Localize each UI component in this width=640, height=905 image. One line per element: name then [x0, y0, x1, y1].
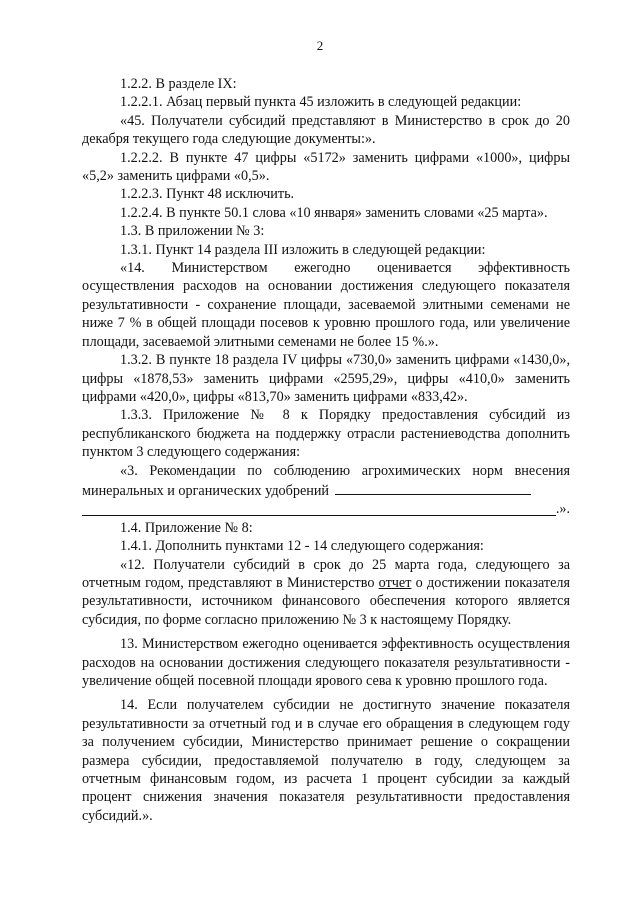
page-number: 2 — [316, 38, 324, 53]
paragraph-13: 13. Министерством ежегодно оценивается эффективность осуществления расходов на основании достижения следующего показателя результативности - увеличение общей посевной площади ярового сева к уровню прошлого года. — [82, 636, 570, 689]
quote-3-text: «3. Рекомендации по соблюдению агрохимических норм внесения минеральных и органических удобрений — [82, 462, 570, 499]
blank-fill-line-full — [82, 500, 570, 518]
quote-3-end: .». — [555, 501, 570, 518]
report-underlined-word: отчет — [378, 574, 412, 591]
blank-fill-line — [335, 480, 531, 495]
paragraph-1-3-1: 1.3.1. Пункт 14 раздела III изложить в следующей редакции: — [120, 241, 486, 258]
paragraph-1-3-2: 1.3.2. В пункте 18 раздела IV цифры «730,0» заменить цифрами «1430,0», цифры «1878,53» заменить цифрами «2595,29», цифры «410,0» заменить цифрами «420,0», цифры «813,70» заменить цифрами «833,42». — [82, 352, 570, 405]
paragraph-1-2-2-3: 1.2.2.3. Пункт 48 исключить. — [120, 186, 295, 203]
paragraph-quote-12 — [82, 556, 570, 630]
paragraph-1-2-2-4: 1.2.2.4. В пункте 50.1 слова «10 января» заменить словами «25 марта». — [120, 204, 548, 221]
paragraph-1-2-2-1: 1.2.2.1. Абзац первый пункта 45 изложить в следующей редакции: — [120, 94, 522, 111]
paragraph-1-2-2-2: 1.2.2.2. В пункте 47 цифры «5172» заменить цифрами «1000», цифры «5,2» заменить цифрами «0,5». — [82, 149, 570, 185]
paragraph-1-4: 1.4. Приложение № 8: — [120, 519, 253, 536]
quote-12-part-b: о достижении показателя результативности, источником финансового обеспечения которого является субсидия, по форме согласно приложению № 3 к настоящему Порядку. — [82, 574, 570, 628]
document-body — [82, 75, 570, 825]
paragraph-1-4-1: 1.4.1. Дополнить пунктами 12 - 14 следующего содержания: — [120, 538, 484, 555]
quote-12-part-a: «12. Получатели субсидий в срок до 25 марта года, следующего за отчетным годом, представляют в Министерство — [82, 556, 570, 591]
paragraph-quote-3 — [82, 462, 570, 501]
paragraph-quote-14: «14. Министерством ежегодно оценивается эффективность осуществления расходов на основании достижения следующего показателя результативности - сохранение площади, засеваемой элитными семенами не ниже 7 % в общей площади посевов к уровню прошлого года, или увеличение площади, засеваемой элитными семенами не более 15 %.». — [82, 260, 570, 350]
paragraph-quote-45: «45. Получатели субсидий представляют в Министерство в срок до 20 декабря текущего года следующие документы:». — [82, 112, 570, 148]
paragraph-1-3: 1.3. В приложении № 3: — [120, 223, 265, 240]
paragraph-1-3-3: 1.3.3. Приложение № 8 к Порядку предоставления субсидий из республиканского бюджета на поддержку отрасли растениеводства дополнить пунктом 3 следующего содержания: — [82, 407, 570, 461]
blank-rule — [82, 501, 556, 516]
paragraph-1-2-2: 1.2.2. В разделе IX: — [120, 76, 237, 92]
paragraph-14: 14. Если получателем субсидии не достигнуто значение показателя результативности за отчетный год и в случае его обращения в следующем году за получением субсидии, Министерство принимает решение о сокращении размера субсидии, предоставляемой получателю в году, следующем за отчетным финансовым годом, из расчета 1 процент субсидии за каждый процент снижения значения показателя результативности предоставления субсидий.». — [82, 697, 570, 824]
